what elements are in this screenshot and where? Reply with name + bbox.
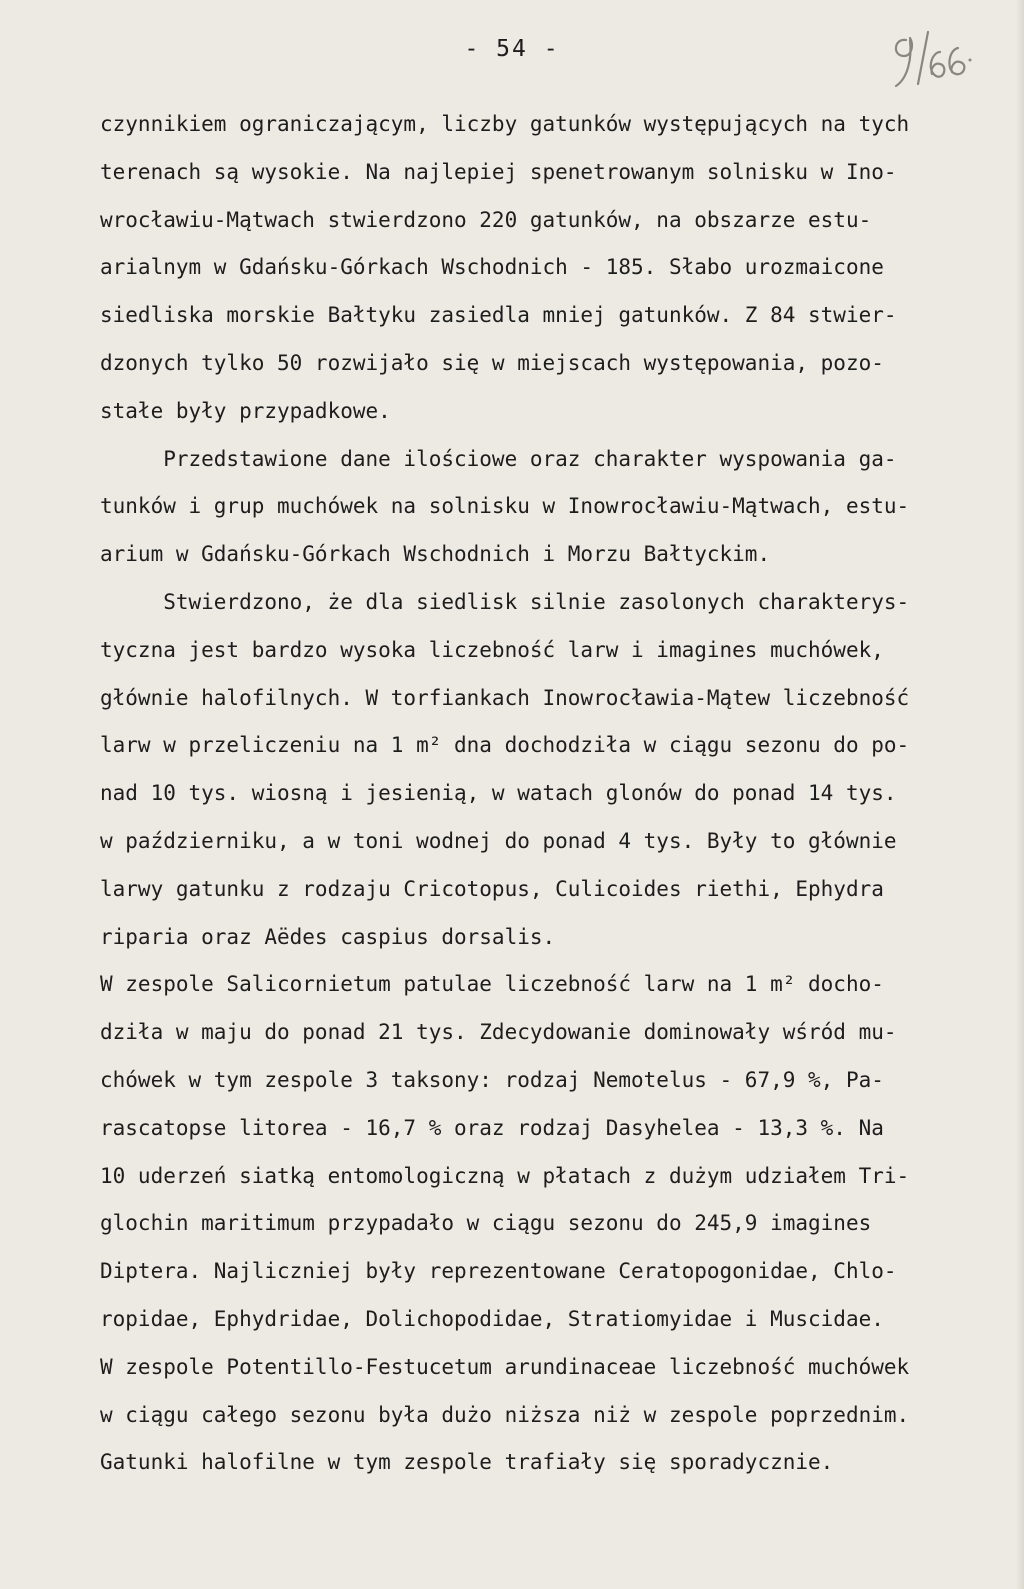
text-line-content: arialnym w Gdańsku-Górkach Wschodnich - 185. Słabo urozmaicone <box>100 255 884 280</box>
text-line-content: riparia oraz Aëdes caspius dorsalis. <box>100 924 556 949</box>
text-line <box>100 244 995 292</box>
text-line <box>100 1248 995 1296</box>
text-line <box>100 1344 995 1392</box>
text-line <box>100 483 995 531</box>
text-line <box>100 531 995 579</box>
text-line-content: W zespole Salicornietum patulae liczebność larw na 1 m² docho- <box>100 972 884 997</box>
text-line <box>100 675 995 723</box>
text-line <box>100 627 995 675</box>
text-line <box>100 1153 995 1201</box>
text-line-content: chówek w tym zespole 3 taksony: rodzaj Nemotelus - 67,9 %, Pa- <box>100 1067 884 1092</box>
text-line-content: arium w Gdańsku-Górkach Wschodnich i Morzu Bałtyckim. <box>100 542 771 567</box>
page-number: - 54 - <box>464 36 560 62</box>
text-line <box>100 1392 995 1440</box>
text-line-content: czynnikiem ograniczającym, liczby gatunków występujących na tych <box>100 112 910 136</box>
text-line-content: 10 uderzeń siatką entomologiczną w płatach z dużym udziałem Tri- <box>100 1163 910 1188</box>
text-line-content: tyczna jest bardzo wysoka liczebność larw i imagines muchówek, <box>100 637 884 662</box>
text-line <box>100 1057 995 1105</box>
text-line-content: W zespole Potentillo-Festucetum arundinaceae liczebność muchówek <box>100 1354 910 1379</box>
text-line-content: dzonych tylko 50 rozwijało się w miejscach występowania, pozo- <box>100 350 884 375</box>
text-line <box>100 866 995 914</box>
text-line <box>100 149 995 197</box>
text-line <box>100 292 995 340</box>
text-line-content: stałe były przypadkowe. <box>100 398 391 423</box>
text-line <box>100 818 995 866</box>
text-line <box>100 1009 995 1057</box>
text-line <box>100 1439 995 1487</box>
text-line <box>100 101 995 149</box>
text-line-content: Przedstawione dane ilościowe oraz charakter wyspowania ga- <box>100 446 897 471</box>
text-line <box>100 770 995 818</box>
text-line <box>100 197 995 245</box>
text-line <box>100 961 995 1009</box>
text-line-content: Diptera. Najliczniej były reprezentowane Ceratopogonidae, Chlo- <box>100 1259 897 1284</box>
text-line <box>100 1200 995 1248</box>
text-line-content: ropidae, Ephydridae, Dolichopodidae, Stratiomyidae i Muscidae. <box>100 1306 884 1331</box>
text-line-content: rascatopse litorea - 16,7 % oraz rodzaj Dasyhelea - 13,3 %. Na <box>100 1115 884 1140</box>
text-line-content: siedliska morskie Bałtyku zasiedla mniej gatunków. Z 84 stwier- <box>100 303 897 328</box>
text-line <box>100 579 995 627</box>
text-line-content: dziła w maju do ponad 21 tys. Zdecydowanie dominowały wśród mu- <box>100 1020 897 1045</box>
text-line <box>100 340 995 388</box>
archival-handwritten-mark <box>884 22 974 92</box>
text-line <box>100 1105 995 1153</box>
text-line-content: nad 10 tys. wiosną i jesienią, w watach glonów do ponad 14 tys. <box>100 781 897 806</box>
text-line <box>100 722 995 770</box>
typewritten-text <box>100 101 995 1487</box>
text-line-content: glochin maritimum przypadało w ciągu sezonu do 245,9 imagines <box>100 1211 872 1236</box>
text-line-content: terenach są wysokie. Na najlepiej spenetrowanym solnisku w Ino- <box>100 159 897 184</box>
text-line-content: tunków i grup muchówek na solnisku w Inowrocławiu-Mątwach, estu- <box>100 494 910 519</box>
text-line-content: głównie halofilnych. W torfiankach Inowrocławia-Mątew liczebność <box>100 685 910 710</box>
text-line-content: larw w przeliczeniu na 1 m² dna dochodziła w ciągu sezonu do po- <box>100 733 910 758</box>
text-line-content: w ciągu całego sezonu była dużo niższa niż w zespole poprzednim. <box>100 1402 910 1427</box>
text-line-content: wrocławiu-Mątwach stwierdzono 220 gatunków, na obszarze estu- <box>100 207 872 232</box>
text-line-content: w październiku, a w toni wodnej do ponad 4 tys. Były to głównie <box>100 828 897 853</box>
text-line-content: Gatunki halofilne w tym zespole trafiały się sporadycznie. <box>100 1450 834 1475</box>
text-line <box>100 436 995 484</box>
text-line <box>100 1296 995 1344</box>
text-line <box>100 388 995 436</box>
text-line-content: larwy gatunku z rodzaju Cricotopus, Culicoides riethi, Ephydra <box>100 876 884 901</box>
page-edge-shadow <box>1016 0 1024 1589</box>
text-line-content: Stwierdzono, że dla siedlisk silnie zasolonych charakterys- <box>100 589 910 614</box>
text-line <box>100 914 995 962</box>
